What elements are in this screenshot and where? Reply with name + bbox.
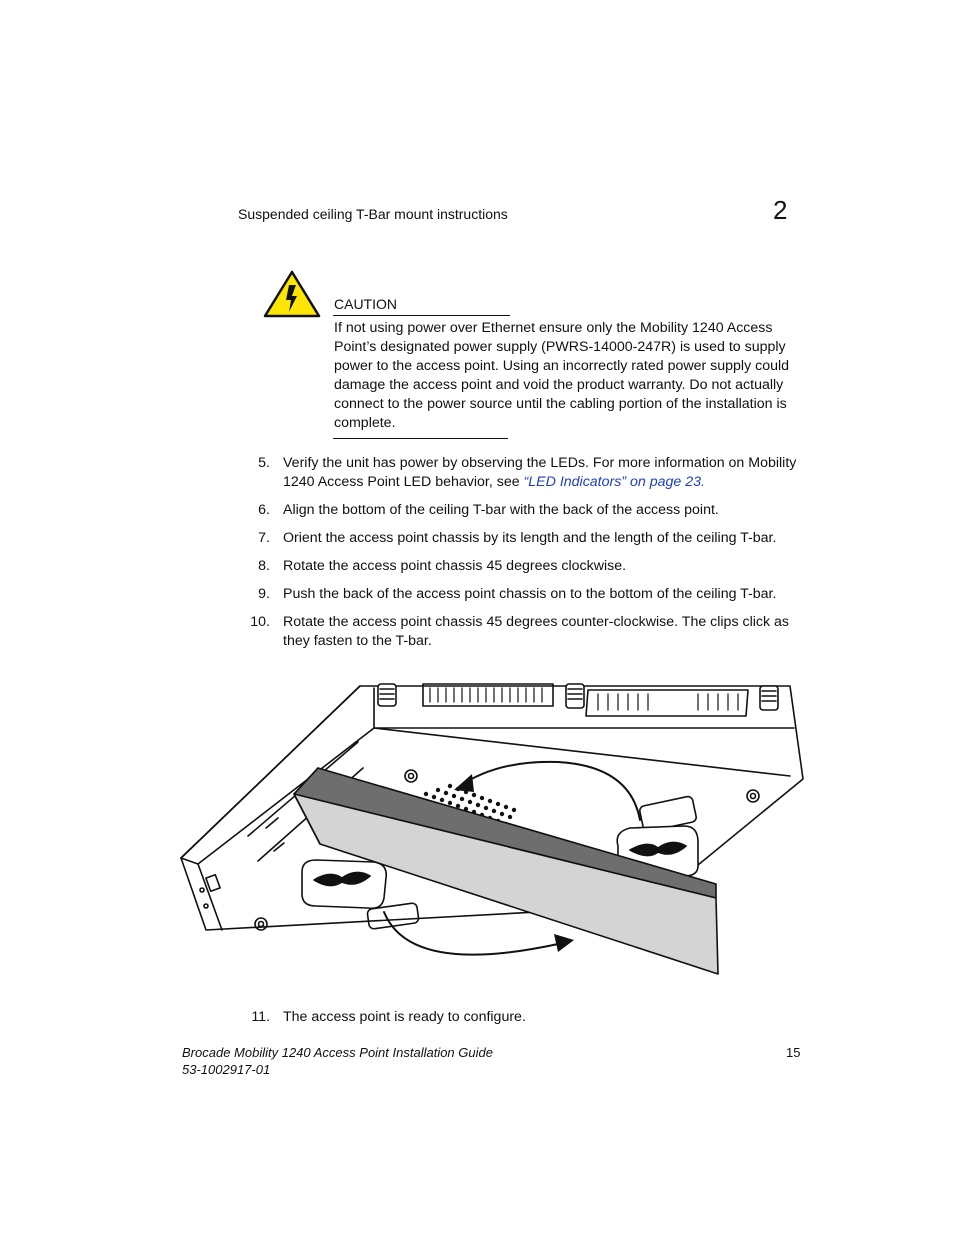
step-number: 11. xyxy=(251,1009,270,1025)
step-number: 9. xyxy=(258,586,270,602)
step-number: 7. xyxy=(258,530,270,546)
guide-title: Brocade Mobility 1240 Access Point Installation Guide xyxy=(182,1045,493,1060)
step-text: Rotate the access point chassis 45 degrees clockwise. xyxy=(283,558,627,574)
caution-bottom-rule xyxy=(333,438,508,439)
caution-label: CAUTION xyxy=(334,296,397,312)
section-title: Suspended ceiling T-Bar mount instructions xyxy=(238,206,508,222)
step-text: Orient the access point chassis by its length and the length of the ceiling T-bar. xyxy=(283,530,777,546)
step-number: 6. xyxy=(258,502,270,518)
page-number: 15 xyxy=(786,1045,801,1060)
step-number: 10. xyxy=(250,614,270,630)
antenna-connector-icon xyxy=(760,686,778,710)
tbar-mount-illustration xyxy=(178,676,806,980)
caution-text: If not using power over Ethernet ensure only the Mobility 1240 Access Point’s designated power supply (PWRS-14000-247R) is used to supply power to the access point. Using an incorrectly rated power supply could damage the access point and void the product warranty. Do not actually connect to the power source until the cabling portion of the installation is complete. xyxy=(334,320,790,431)
chapter-number: 2 xyxy=(773,195,788,225)
antenna-connector-icon xyxy=(378,684,396,706)
step-text: Push the back of the access point chassis on to the bottom of the ceiling T-bar. xyxy=(283,586,777,602)
step-text xyxy=(283,454,803,492)
step-body: Verify the unit has power by observing the LEDs. For more information on Mobility 1240 Access Point LED behavior, see xyxy=(283,455,797,490)
antenna-connector-icon xyxy=(566,684,584,708)
document-number: 53-1002917-01 xyxy=(182,1062,271,1077)
caution-top-rule xyxy=(333,315,510,316)
step-text: Rotate the access point chassis 45 degrees counter-clockwise. The clips click as they fasten to the T-bar. xyxy=(283,614,789,649)
led-indicators-link[interactable]: “LED Indicators” on page 23. xyxy=(523,474,705,490)
step-number: 5. xyxy=(258,455,270,471)
step-number: 8. xyxy=(258,558,270,574)
high-voltage-warning-icon xyxy=(263,270,321,318)
step-text: Align the bottom of the ceiling T-bar with the back of the access point. xyxy=(283,502,719,518)
mounting-clip-left xyxy=(302,860,386,908)
step-text: The access point is ready to configure. xyxy=(283,1009,526,1025)
